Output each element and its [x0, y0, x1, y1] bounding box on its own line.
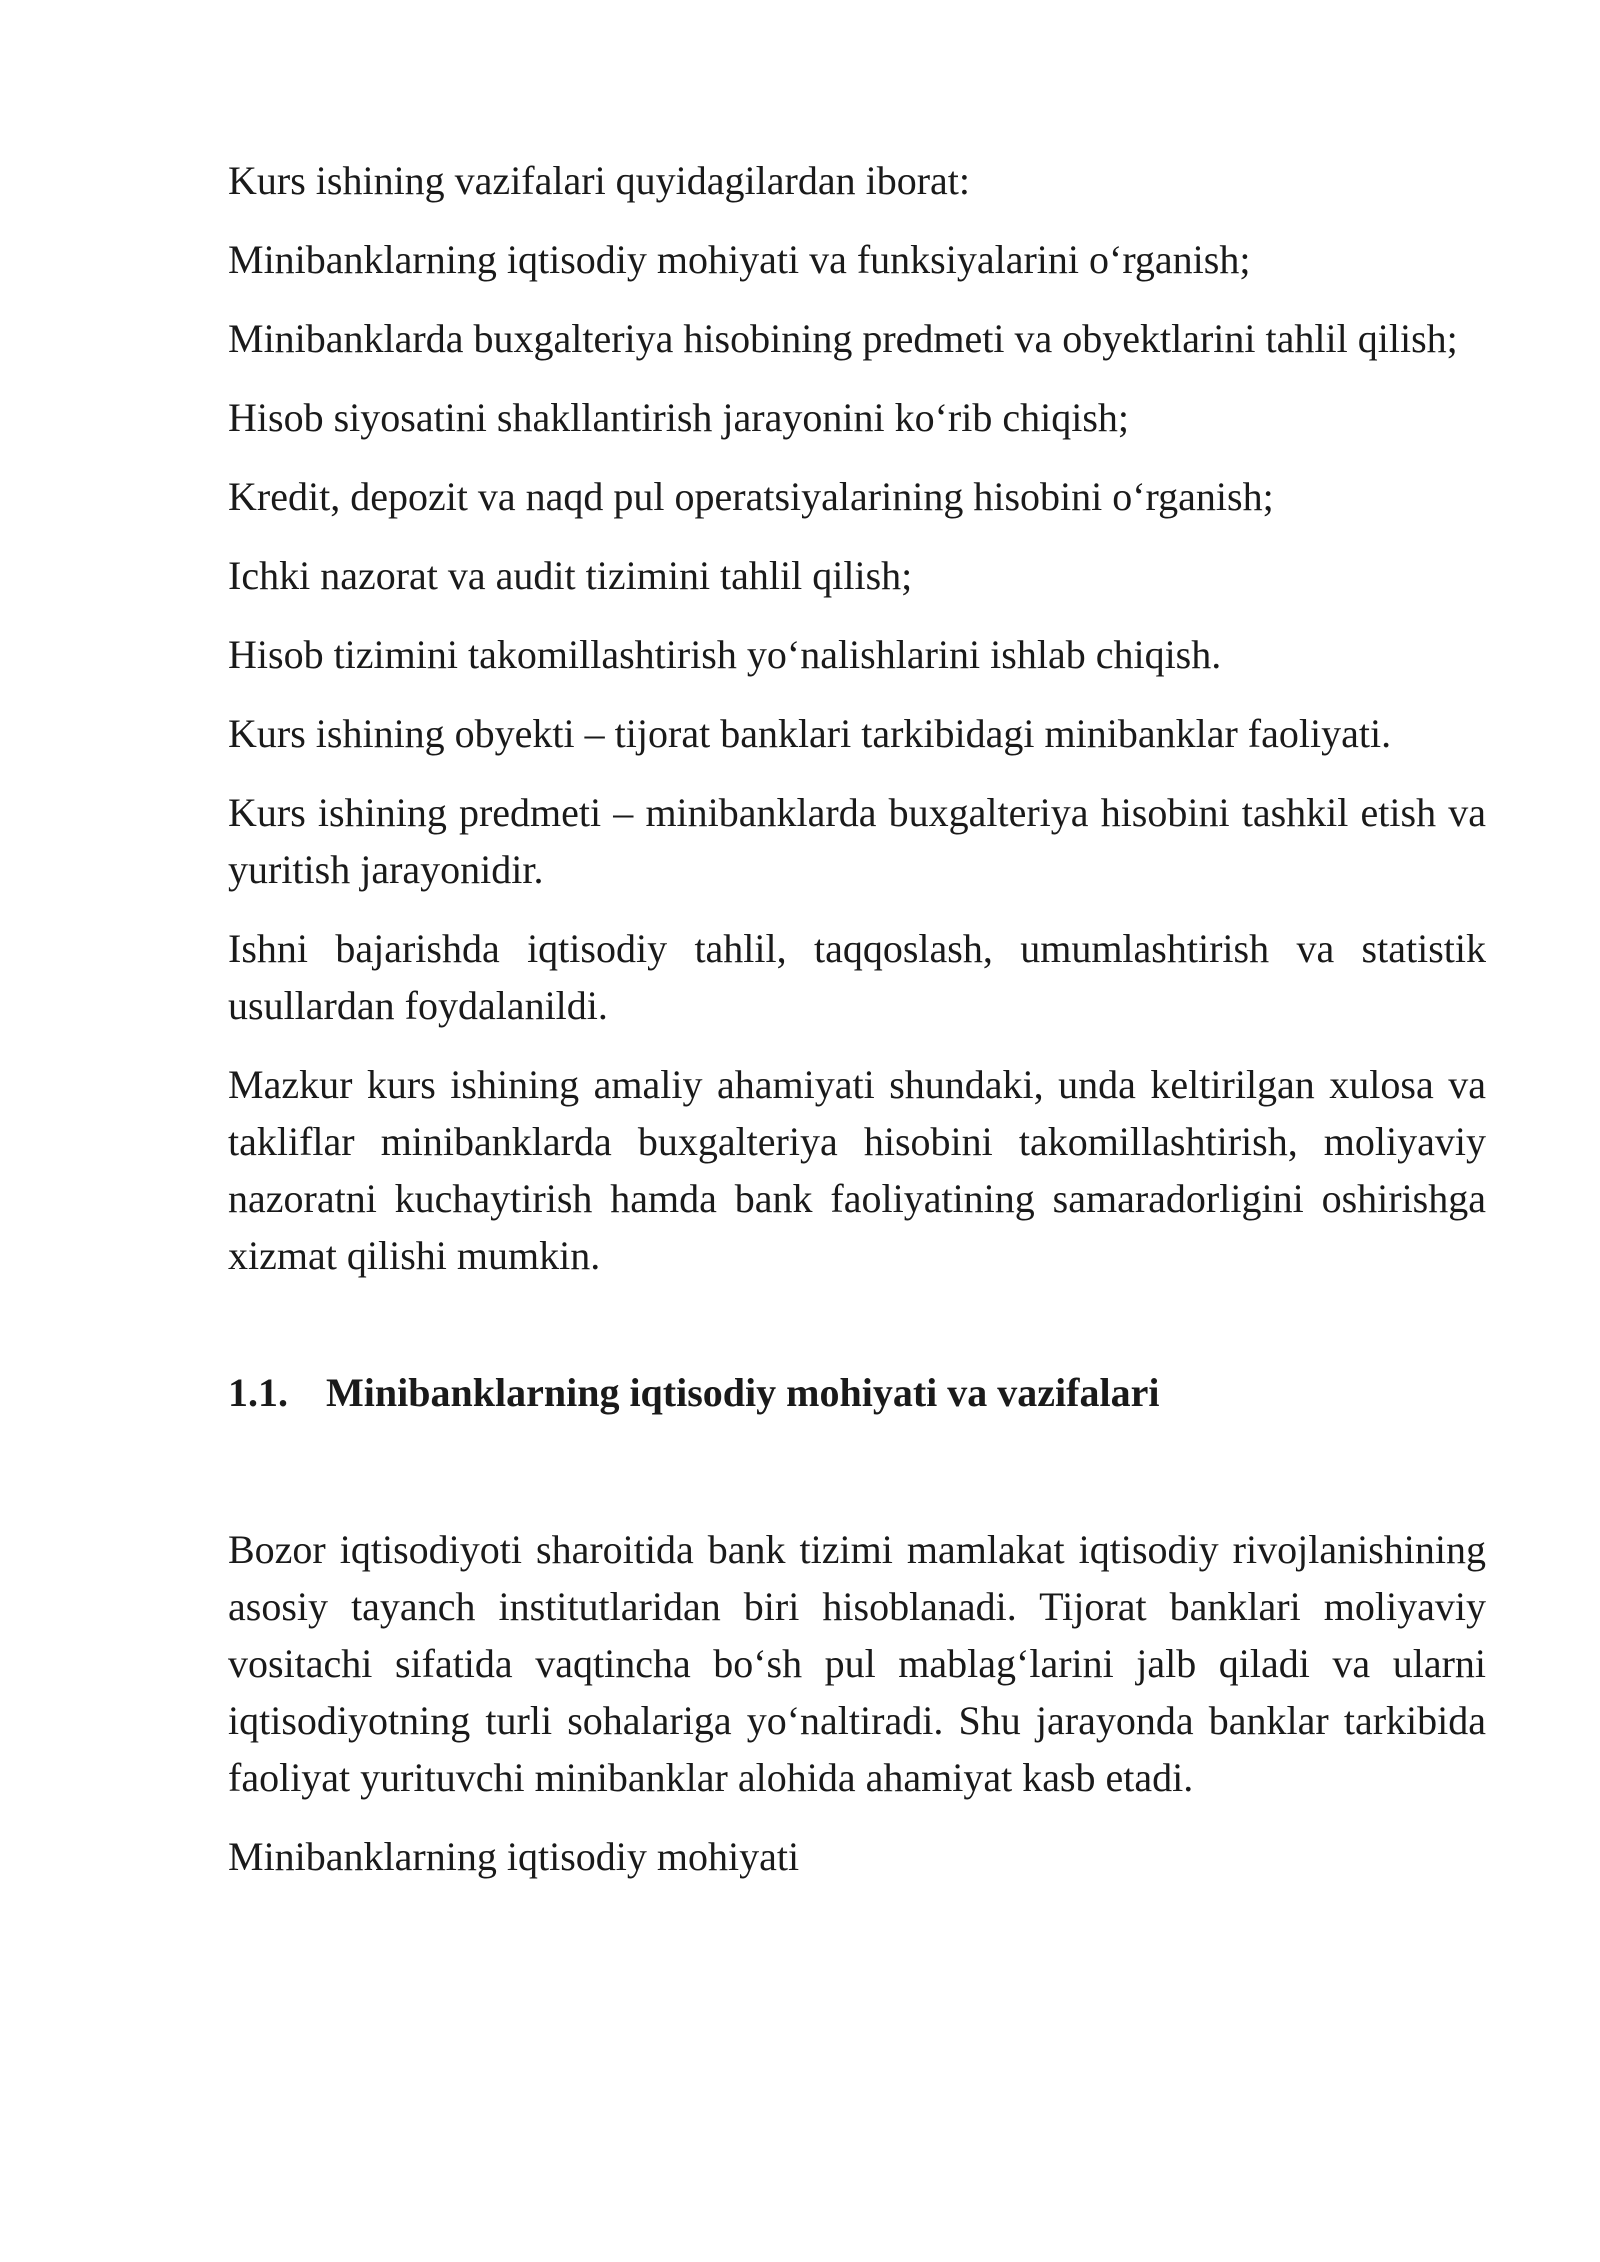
section-number: 1.1. [228, 1370, 288, 1415]
paragraph-task-5: Ichki nazorat va audit tizimini tahlil qilish; [228, 553, 913, 598]
document-body [228, 152, 1486, 1907]
paragraph-task-2: Minibanklarda buxgalteriya hisobining predmeti va obyektlarini tahlil qilish; [228, 316, 1458, 361]
section-title: Minibanklarning iqtisodiy mohiyati va vazifalari [326, 1370, 1160, 1415]
paragraph-task-6: Hisob tizimini takomillashtirish yo‘nalishlarini ishlab chiqish. [228, 632, 1222, 677]
paragraph-tasks-intro: Kurs ishining vazifalari quyidagilardan iborat: [228, 158, 971, 203]
paragraph-banking-system: Bozor iqtisodiyoti sharoitida bank tizimi mamlakat iqtisodiy rivojlanishining asosiy tayanch institutlaridan biri hisoblanadi. Tijorat banklari moliyaviy vositachi sifatida vaqtincha bo‘sh pul mablag‘larini jalb qiladi va ularni iqtisodiyotning turli sohalariga yo‘naltiradi. Shu jarayonda banklar tarkibida faoliyat yurituvchi minibanklar alohida ahamiyat kasb etadi. [228, 1527, 1486, 1800]
paragraph-methods: Ishni bajarishda iqtisodiy tahlil, taqqoslash, umumlashtirish va statistik usullardan foydalanildi. [228, 926, 1486, 1028]
paragraph-task-3: Hisob siyosatini shakllantirish jarayonini ko‘rib chiqish; [228, 395, 1130, 440]
paragraph-practical-significance: Mazkur kurs ishining amaliy ahamiyati shundaki, unda keltirilgan xulosa va takliflar minibanklarda buxgalteriya hisobini takomillashtirish, moliyaviy nazoratni kuchaytirish hamda bank faoliyatining samaradorligini oshirishga xizmat qilishi mumkin. [228, 1062, 1486, 1278]
paragraph-task-1: Minibanklarning iqtisodiy mohiyati va funksiyalarini o‘rganish; [228, 237, 1251, 282]
section-heading [228, 1364, 1486, 1421]
paragraph-task-4: Kredit, depozit va naqd pul operatsiyalarining hisobini o‘rganish; [228, 474, 1274, 519]
paragraph-object: Kurs ishining obyekti – tijorat banklari tarkibidagi minibanklar faoliyati. [228, 711, 1392, 756]
paragraph-subject: Kurs ishining predmeti – minibanklarda buxgalteriya hisobini tashkil etish va yuritish jarayonidir. [228, 790, 1486, 892]
paragraph-subheading-essence: Minibanklarning iqtisodiy mohiyati [228, 1834, 800, 1879]
